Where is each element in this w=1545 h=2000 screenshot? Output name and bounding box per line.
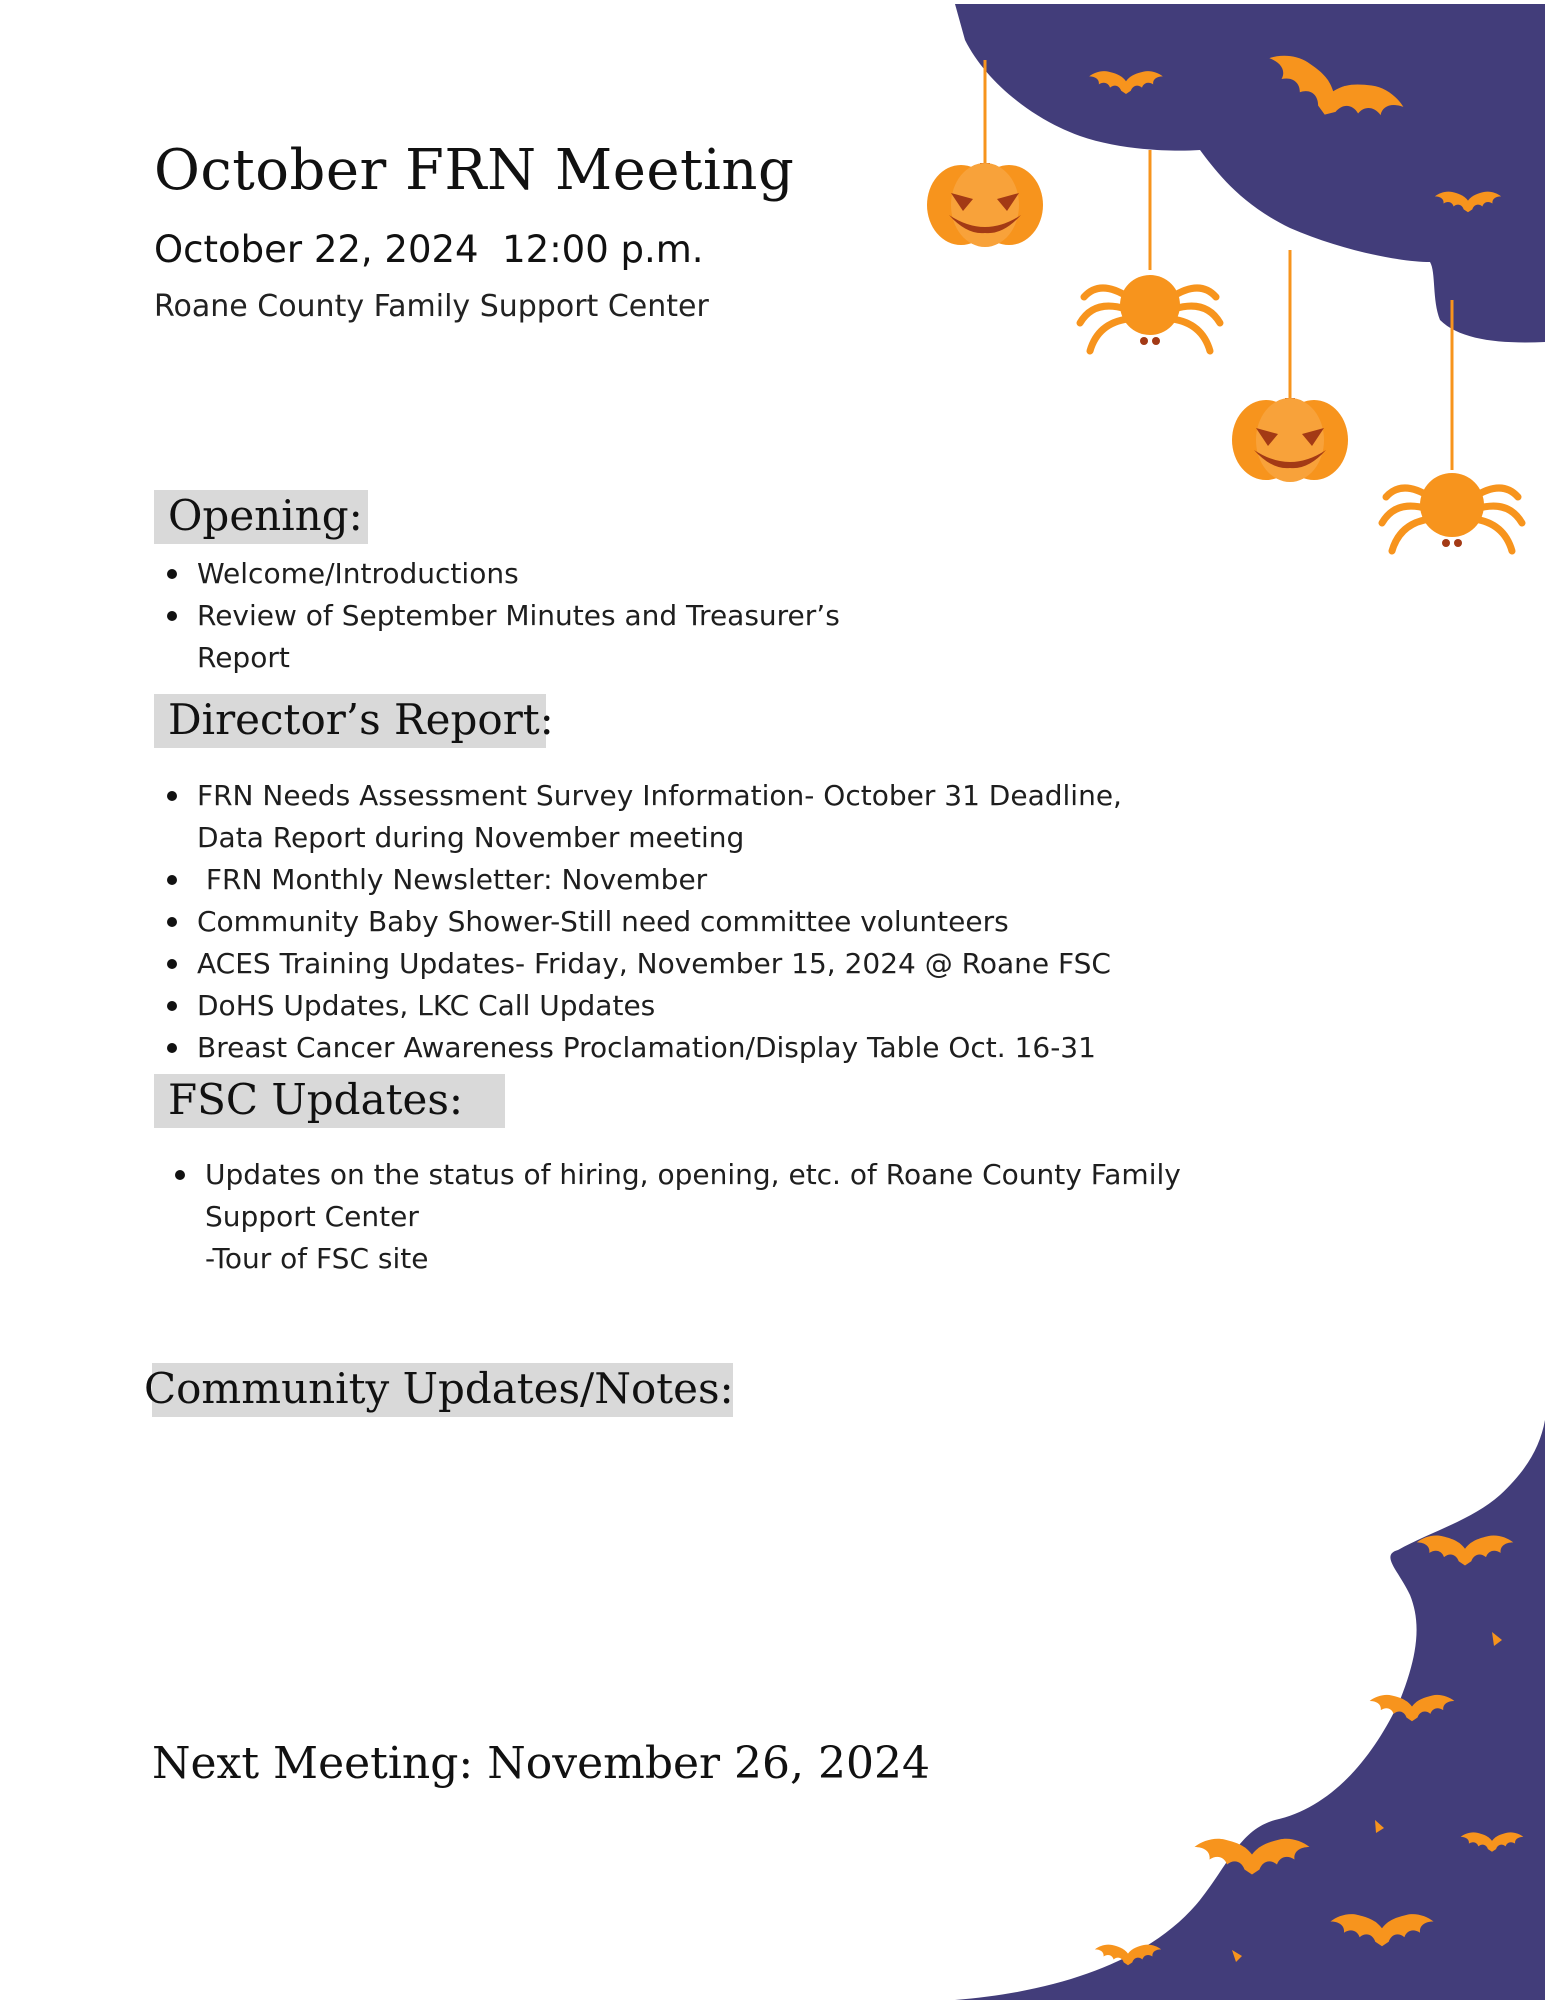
next-meeting: Next Meeting: November 26, 2024 <box>152 1738 930 1789</box>
list-item: FRN Needs Assessment Survey Information- October 31 Deadline, Data Report during November meeting <box>154 775 1122 859</box>
pumpkin-icon <box>1232 398 1348 482</box>
list-item: FRN Monthly Newsletter: November <box>154 859 1122 901</box>
fsc-updates-heading: FSC Updates: <box>154 1074 505 1128</box>
night-cloud-top <box>955 4 1545 342</box>
list-item: Welcome/Introductions <box>154 553 840 595</box>
directors-report-heading: Director’s Report: <box>154 694 546 748</box>
pumpkin-icon <box>927 163 1043 247</box>
list-item: Review of September Minutes and Treasurer’s Report <box>154 595 840 679</box>
spider-icon <box>1080 275 1220 351</box>
fsc-updates-list <box>162 1154 1181 1280</box>
meeting-location: Roane County Family Support Center <box>154 289 709 324</box>
list-item: Community Baby Shower-Still need committee volunteers <box>154 901 1122 943</box>
meeting-date-time: October 22, 2024 12:00 p.m. <box>154 228 704 271</box>
opening-heading: Opening: <box>154 490 368 544</box>
list-item: Breast Cancer Awareness Proclamation/Display Table Oct. 16-31 <box>154 1027 1122 1069</box>
night-cloud-bottom <box>955 1420 1545 2000</box>
opening-list <box>154 553 840 679</box>
directors-report-list <box>154 775 1122 1069</box>
list-item: DoHS Updates, LKC Call Updates <box>154 985 1122 1027</box>
page-title: October FRN Meeting <box>154 138 795 203</box>
community-updates-heading: Community Updates/Notes: <box>152 1363 733 1417</box>
list-item: ACES Training Updates- Friday, November 15, 2024 @ Roane FSC <box>154 943 1122 985</box>
spider-icon <box>1382 473 1522 551</box>
list-item: Updates on the status of hiring, opening, etc. of Roane County Family Support Center -Tour of FSC site <box>162 1154 1181 1280</box>
